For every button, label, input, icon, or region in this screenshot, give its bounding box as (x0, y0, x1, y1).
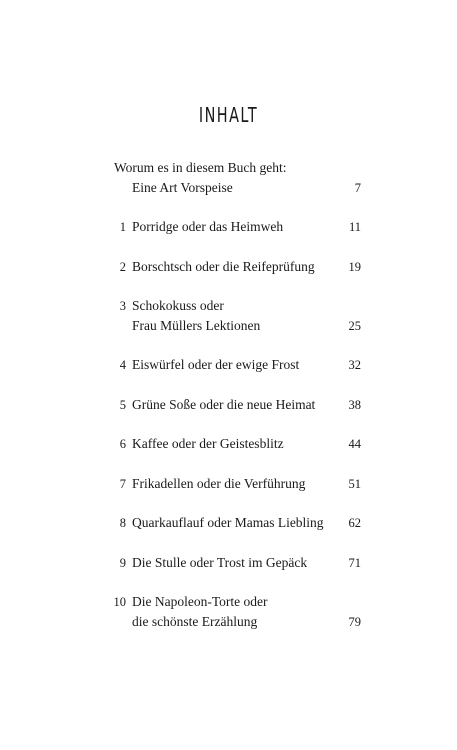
toc-entry-chapter-1 (0, 217, 457, 237)
chapter-number: 2 (119, 260, 126, 274)
toc-entry-title: Porridge oder das Heimweh (132, 219, 284, 234)
toc-page-number: 38 (348, 398, 361, 412)
toc-entry-title: Quarkauflauf oder Mamas Liebling (132, 515, 324, 530)
chapter-number: 9 (119, 556, 126, 570)
toc-entry-title: Kaffee oder der Geistesblitz (132, 436, 284, 451)
toc-page-number: 7 (354, 181, 361, 195)
toc-entry-title: Die Napoleon-Torte oder (132, 594, 268, 609)
toc-entry-chapter-6 (0, 434, 457, 454)
toc-entry-title-continued: Frau Müllers Lektionen (132, 318, 261, 333)
chapter-number: 10 (113, 595, 126, 609)
toc-page-number: 51 (348, 477, 361, 491)
toc-page-number: 71 (348, 556, 361, 570)
toc-page-number: 19 (348, 260, 361, 274)
toc-entry-intro (0, 158, 457, 198)
toc-entry-title: Eine Art Vorspeise (132, 180, 233, 195)
toc-entry-heading: Worum es in diesem Buch geht: (114, 160, 287, 175)
toc-entry-chapter-3 (0, 296, 457, 336)
toc-entry-title: Schokokuss oder (132, 298, 224, 313)
chapter-number: 7 (119, 477, 126, 491)
chapter-number: 4 (119, 358, 126, 372)
toc-entry-chapter-7 (0, 474, 457, 494)
toc-entry-chapter-8 (0, 513, 457, 533)
chapter-number: 5 (119, 398, 126, 412)
toc-entry-chapter-9 (0, 553, 457, 573)
toc-entry-title: Eiswürfel oder der ewige Frost (132, 357, 300, 372)
toc-page-number: 79 (348, 615, 361, 629)
toc-entry-title-continued: die schönste Erzählung (132, 614, 258, 629)
chapter-number: 3 (119, 299, 126, 313)
chapter-number: 6 (119, 437, 126, 451)
toc-entry-title: Borschtsch oder die Reifeprüfung (132, 259, 315, 274)
toc-entry-chapter-4 (0, 355, 457, 375)
toc-entry-chapter-5 (0, 395, 457, 415)
toc-entry-title: Frikadellen oder die Verführung (132, 476, 306, 491)
toc-page-number: 32 (348, 358, 361, 372)
chapter-number: 8 (119, 516, 126, 530)
toc-entry-title: Die Stulle oder Trost im Gepäck (132, 555, 308, 570)
toc-page-number: 11 (348, 220, 361, 234)
toc-page-number: 44 (348, 437, 361, 451)
toc-entry-title: Grüne Soße oder die neue Heimat (132, 397, 316, 412)
chapter-number: 1 (119, 220, 126, 234)
toc-page-number: 62 (348, 516, 361, 530)
toc-entry-chapter-2 (0, 257, 457, 277)
page-title: INHALT (198, 103, 259, 128)
toc-page-number: 25 (348, 319, 361, 333)
toc-entry-chapter-10 (0, 592, 457, 632)
